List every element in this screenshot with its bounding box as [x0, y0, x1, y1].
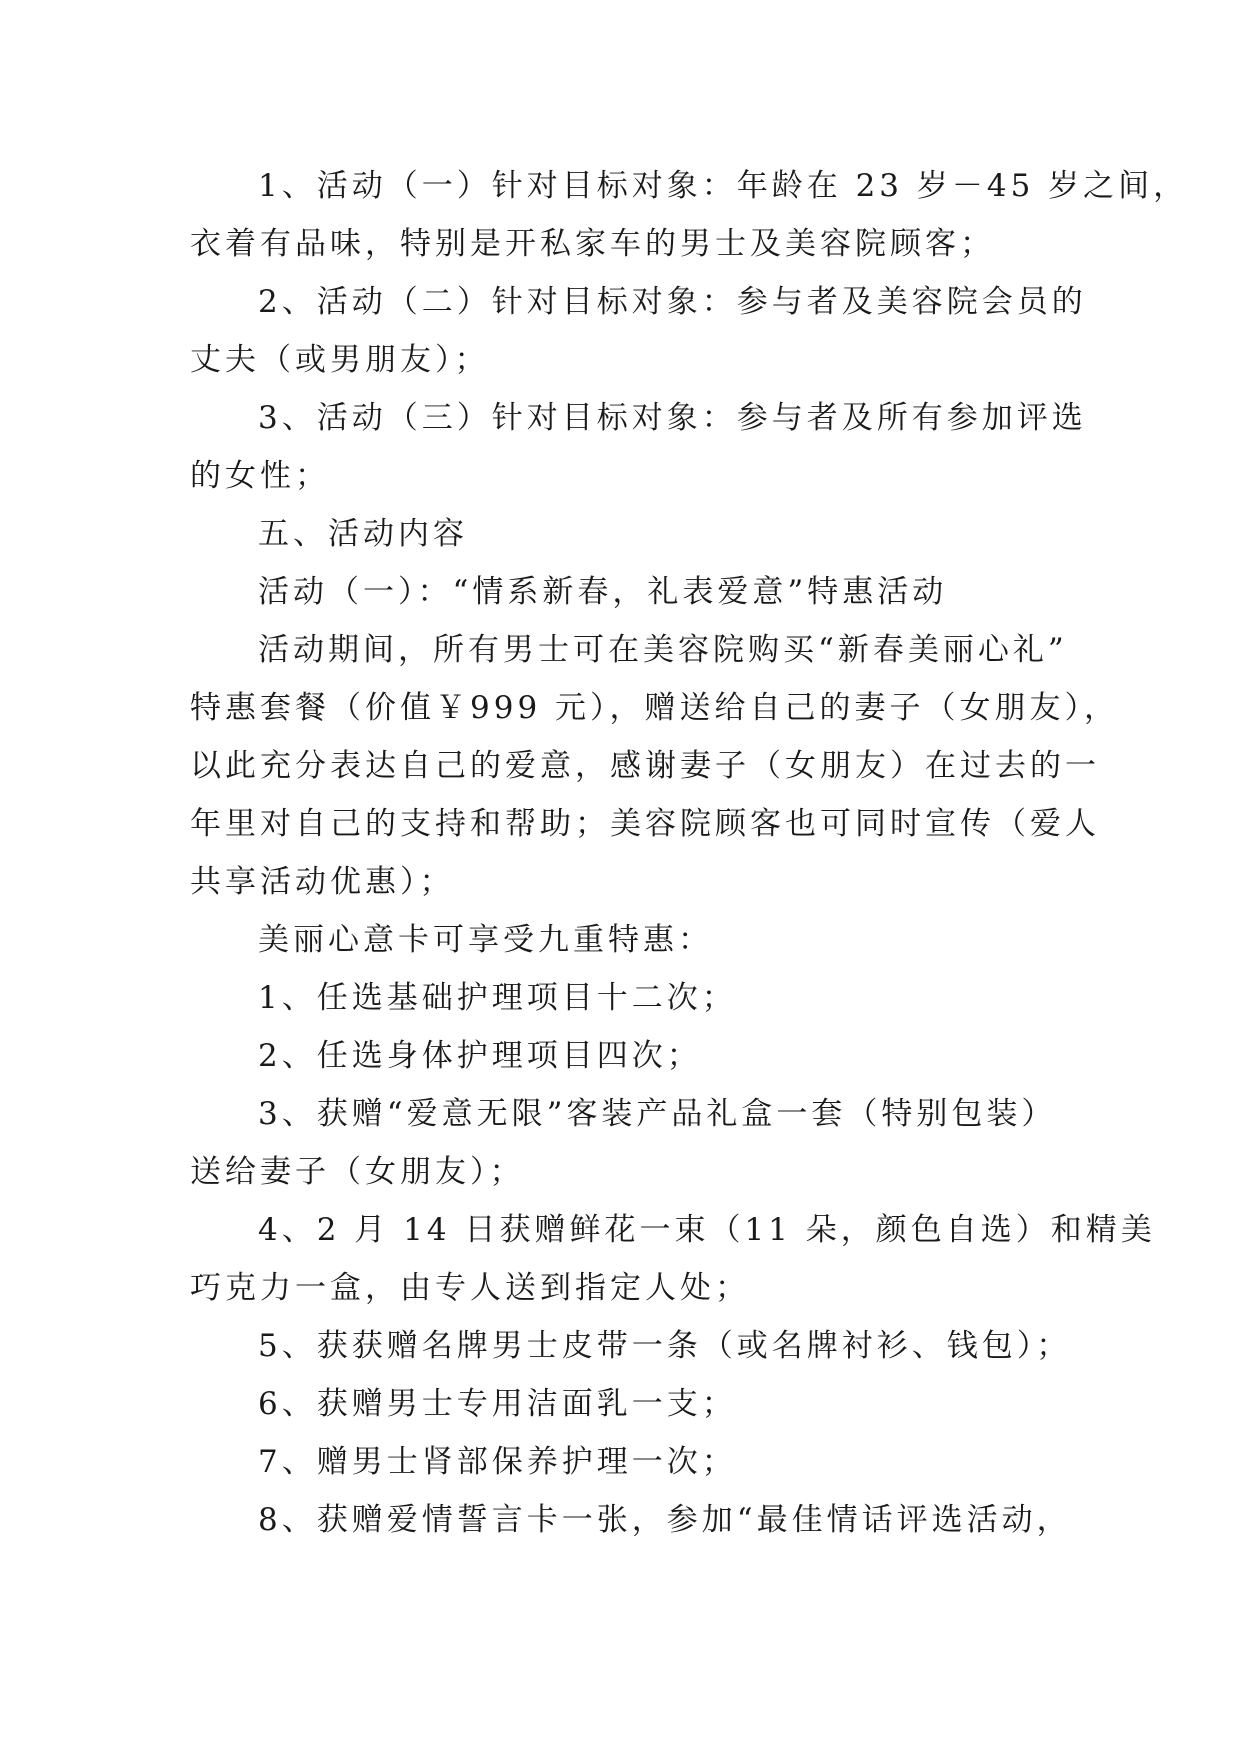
list-item: 1、任选基础护理项目十二次； — [258, 980, 737, 1016]
paragraph-line: 美丽心意卡可享受九重特惠： — [258, 922, 713, 958]
paragraph-line: 丈夫（或男朋友）； — [190, 342, 490, 378]
paragraph-line: 年里对自己的支持和帮助；美容院顾客也可同时宣传（爱人 — [190, 806, 1100, 842]
subsection-heading: 活动（一）：“情系新春，礼表爱意”特惠活动 — [258, 574, 948, 610]
list-item: 2、任选身体护理项目四次； — [258, 1038, 702, 1074]
paragraph-line: 共享活动优惠）； — [190, 864, 455, 900]
list-item: 3、获赠“爱意无限”客装产品礼盒一套（特别包装） — [258, 1096, 1057, 1132]
paragraph-line: 衣着有品味，特别是开私家车的男士及美容院顾客； — [190, 226, 995, 262]
paragraph-line: 的女性； — [190, 458, 330, 494]
list-item: 5、获获赠名牌男士皮带一条（或名牌衬衫、钱包）； — [258, 1328, 1072, 1364]
paragraph-line: 1、活动（一）针对目标对象：年龄在 23 岁－45 岁之间， — [258, 168, 1189, 204]
list-item: 8、获赠爱情誓言卡一张，参加“最佳情话评选活动， — [258, 1502, 1072, 1538]
paragraph-line: 3、活动（三）针对目标对象：参与者及所有参加评选 — [258, 400, 1087, 436]
list-item-continuation: 送给妻子（女朋友）； — [190, 1154, 525, 1190]
list-item: 7、赠男士肾部保养护理一次； — [258, 1444, 737, 1480]
section-heading: 五、活动内容 — [258, 516, 468, 552]
list-item-continuation: 巧克力一盒，由专人送到指定人处； — [190, 1270, 750, 1306]
list-item: 6、获赠男士专用洁面乳一支； — [258, 1386, 737, 1422]
paragraph-line: 特惠套餐（价值￥999 元），赠送给自己的妻子（女朋友）， — [190, 690, 1120, 726]
paragraph-line: 活动期间，所有男士可在美容院购买“新春美丽心礼” — [258, 632, 1068, 668]
paragraph-line: 2、活动（二）针对目标对象：参与者及美容院会员的 — [258, 284, 1087, 320]
paragraph-line: 以此充分表达自己的爱意，感谢妻子（女朋友）在过去的一 — [190, 748, 1100, 784]
list-item: 4、2 月 14 日获赠鲜花一束（11 朵，颜色自选）和精美 — [258, 1212, 1156, 1248]
